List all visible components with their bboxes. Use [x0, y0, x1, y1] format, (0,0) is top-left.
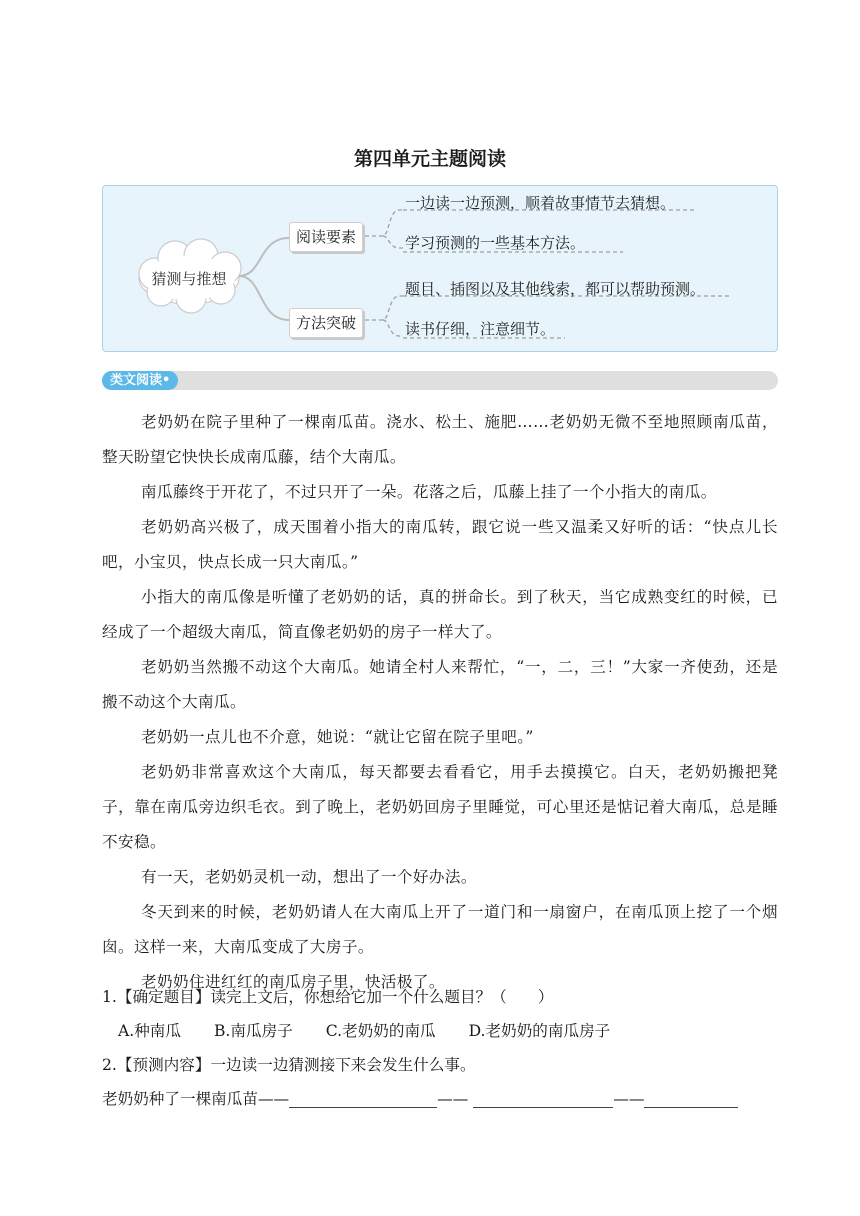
fill-start-text: 老奶奶种了一棵南瓜苗—— — [102, 1090, 290, 1108]
article-paragraph: 老奶奶一点儿也不介意，她说：“就让它留在院子里吧。” — [141, 728, 534, 746]
article-paragraph: 老奶奶在院子里种了一棵南瓜苗。浇水、松土、施肥……老奶奶无微不至地照顾南瓜苗，整天盼望它快快长成南瓜藤，结个大南瓜。 — [102, 413, 778, 466]
article-paragraph: 老奶奶住进红红的南瓜房子里，快活极了。 — [141, 973, 445, 991]
question-2-text: 2.【预测内容】一边读一边猜测接下来会发生什么事。 — [102, 1056, 476, 1074]
option-b[interactable]: B.南瓜房子 — [213, 1022, 293, 1040]
article-paragraph: 小指大的南瓜像是听懂了老奶奶的话，真的拼命长。到了秋天，当它成熟变红的时候，已经成了一个超级大南瓜，简直像老奶奶的房子一样大了。 — [102, 588, 778, 641]
option-d[interactable]: D.老奶奶的南瓜房子 — [468, 1022, 611, 1040]
article-paragraph: 老奶奶当然搬不动这个大南瓜。她请全村人来帮忙，“一，二，三！”大家一齐使劲，还是搬不动这个大南瓜。 — [102, 658, 778, 711]
article-paragraph: 老奶奶高兴极了，成天围着小指大的南瓜转，跟它说一些又温柔又好听的话：“快点儿长吧，小宝贝，快点长成一只大南瓜。” — [102, 518, 778, 571]
option-a[interactable]: A.种南瓜 — [118, 1022, 181, 1040]
section-header-bar — [102, 371, 778, 390]
answer-blank-2[interactable] — [473, 1087, 613, 1108]
answer-blank-1[interactable] — [289, 1087, 437, 1108]
article-paragraph: 南瓜藤终于开花了，不过只开了一朵。花落之后，瓜藤上挂了一个小指大的南瓜。 — [141, 483, 717, 501]
mindmap-leaf: 读书仔细，注意细节。 — [405, 320, 556, 338]
question-2-fill-line — [102, 1082, 782, 1116]
section-label: 类文阅读• — [102, 371, 178, 390]
mindmap-branch-method-breakthrough: 方法突破 — [289, 308, 363, 338]
article-paragraph: 有一天，老奶奶灵机一动，想出了一个好办法。 — [141, 868, 477, 886]
mindmap-leaf: 学习预测的一些基本方法。 — [405, 234, 586, 252]
mindmap-branch-reading-elements: 阅读要素 — [289, 222, 363, 252]
mindmap-center-label: 猜测与推想 — [151, 270, 227, 288]
page-title: 第四单元主题阅读 — [353, 148, 506, 170]
questions-section — [102, 980, 782, 1116]
mindmap-leaf: 题目、插图以及其他线索，都可以帮助预测。 — [405, 280, 706, 298]
article-paragraph: 老奶奶非常喜欢这个大南瓜，每天都要去看看它，用手去摸摸它。白天，老奶奶搬把凳子，靠在南瓜旁边织毛衣。到了晚上，老奶奶回房子里睡觉，可心里还是惦记着大南瓜，总是睡不安稳。 — [102, 763, 778, 851]
article-paragraph: 冬天到来的时候，老奶奶请人在大南瓜上开了一道门和一扇窗户，在南瓜顶上挖了一个烟囱。这样一来，大南瓜变成了大房子。 — [102, 903, 778, 956]
mindmap-leaf: 一边读一边预测，顺着故事情节去猜想。 — [405, 194, 676, 212]
answer-blank-3[interactable] — [644, 1087, 738, 1108]
question-1-options — [102, 1014, 782, 1048]
dash: —— — [613, 1090, 645, 1108]
option-c[interactable]: C.老奶奶的南瓜 — [325, 1022, 436, 1040]
question-1-text: 1.【确定题目】读完上文后，你想给它加一个什么题目？（ ） — [102, 988, 554, 1006]
dash: —— — [437, 1090, 469, 1108]
mindmap-panel — [102, 185, 778, 352]
article-body — [102, 405, 778, 1000]
